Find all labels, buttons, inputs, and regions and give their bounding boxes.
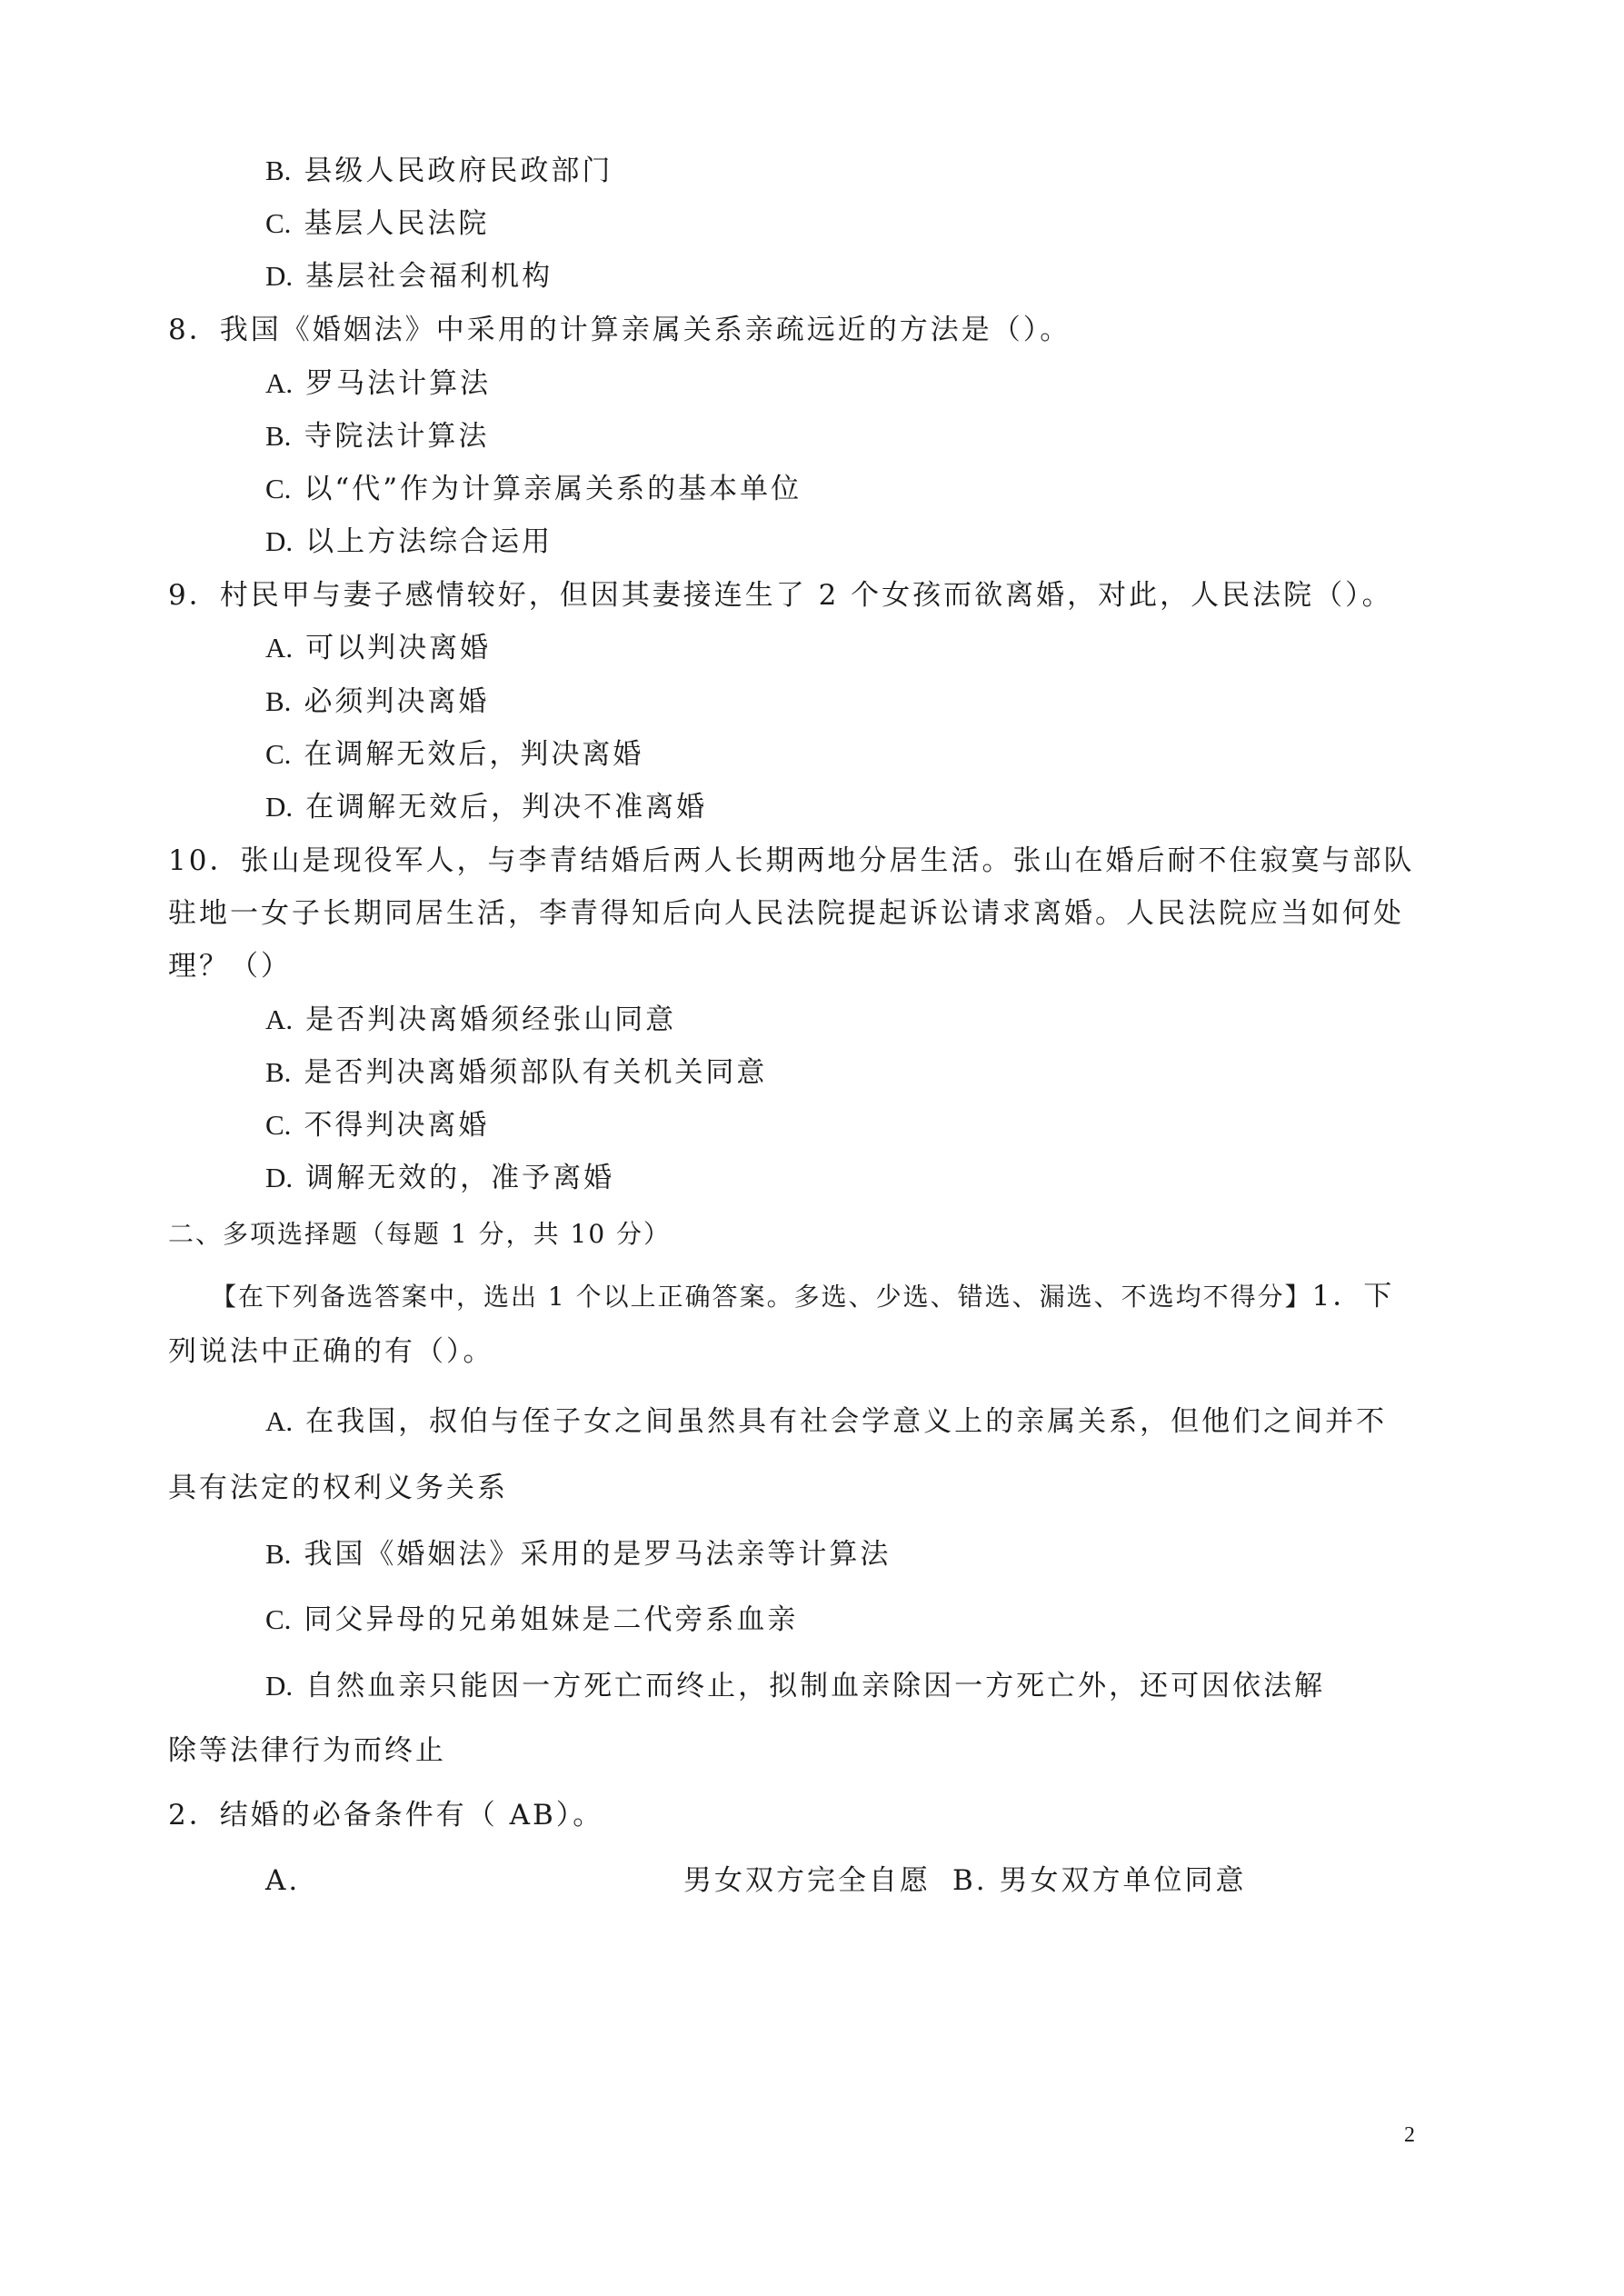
q9-option-c: C. 在调解无效后，判决离婚 <box>265 738 644 771</box>
q9-option-a: A. 可以判决离婚 <box>265 632 492 664</box>
mc-q2-stem: 2．结婚的必备条件有（ AB）。 <box>168 1799 604 1832</box>
q9-option-d: D. 在调解无效后，判决不准离婚 <box>265 791 708 824</box>
section-heading-multiple-choice: 二、多项选择题（每题 1 分，共 10 分） <box>168 1219 672 1249</box>
q7-option-c: C. 基层人民法院 <box>265 207 490 240</box>
page-number: 2 <box>1404 2123 1415 2147</box>
q9-option-b: B. 必须判决离婚 <box>265 685 490 718</box>
q8-option-c: C. 以“代”作为计算亲属关系的基本单位 <box>265 473 802 505</box>
q10-option-b: B. 是否判决离婚须部队有关机关同意 <box>265 1056 768 1089</box>
q10-stem-line-2: 驻地一女子长期同居生活，李青得知后向人民法院提起诉讼请求离婚。人民法院应当如何处 <box>168 897 1404 930</box>
q10-stem-line-1: 10．张山是现役军人，与李青结婚后两人长期两地分居生活。张山在婚后耐不住寂寞与部队 <box>168 844 1415 877</box>
q8-option-b: B. 寺院法计算法 <box>265 420 490 453</box>
q10-option-d: D. 调解无效的，准予离婚 <box>265 1162 615 1194</box>
q8-option-a: A. 罗马法计算法 <box>265 367 492 400</box>
section-instruction: 【在下列备选答案中，选出 1 个以上正确答案。多选、少选、错选、漏选、不选均不得分】1．下 <box>211 1280 1395 1313</box>
mc-q1-stem: 列说法中正确的有（）。 <box>168 1335 494 1368</box>
mc-q2-option-a-letter: A. <box>265 1864 301 1897</box>
q8-option-d: D. 以上方法综合运用 <box>265 525 553 558</box>
mc-q1-option-d-continuation: 除等法律行为而终止 <box>168 1734 446 1767</box>
q10-stem-line-3: 理？（） <box>168 950 292 983</box>
q7-option-d: D. 基层社会福利机构 <box>265 260 553 293</box>
q9-stem: 9．村民甲与妻子感情较好，但因其妻接连生了 2 个女孩而欲离婚，对此，人民法院（）。 <box>168 579 1393 612</box>
mc-q1-option-c: C. 同父异母的兄弟姐妹是二代旁系血亲 <box>265 1603 799 1636</box>
q10-option-a: A. 是否判决离婚须经张山同意 <box>265 1003 677 1036</box>
q7-option-b: B. 县级人民政府民政部门 <box>265 155 613 187</box>
mc-q2-option-b: B. 男女双方单位同意 <box>952 1864 1247 1897</box>
mc-q1-option-a: A. 在我国，叔伯与侄子女之间虽然具有社会学意义上的亲属关系，但他们之间并不 <box>265 1405 1388 1438</box>
q10-option-c: C. 不得判决离婚 <box>265 1109 490 1142</box>
mc-q2-option-a: 男女双方完全自愿 <box>683 1864 931 1897</box>
mc-q1-option-b: B. 我国《婚姻法》采用的是罗马法亲等计算法 <box>265 1538 892 1571</box>
q8-stem: 8．我国《婚姻法》中采用的计算亲属关系亲疏远近的方法是（）。 <box>168 314 1071 346</box>
mc-q1-option-a-continuation: 具有法定的权利义务关系 <box>168 1472 508 1504</box>
mc-q1-option-d: D. 自然血亲只能因一方死亡而终止，拟制血亲除因一方死亡外，还可因依法解 <box>265 1670 1326 1702</box>
